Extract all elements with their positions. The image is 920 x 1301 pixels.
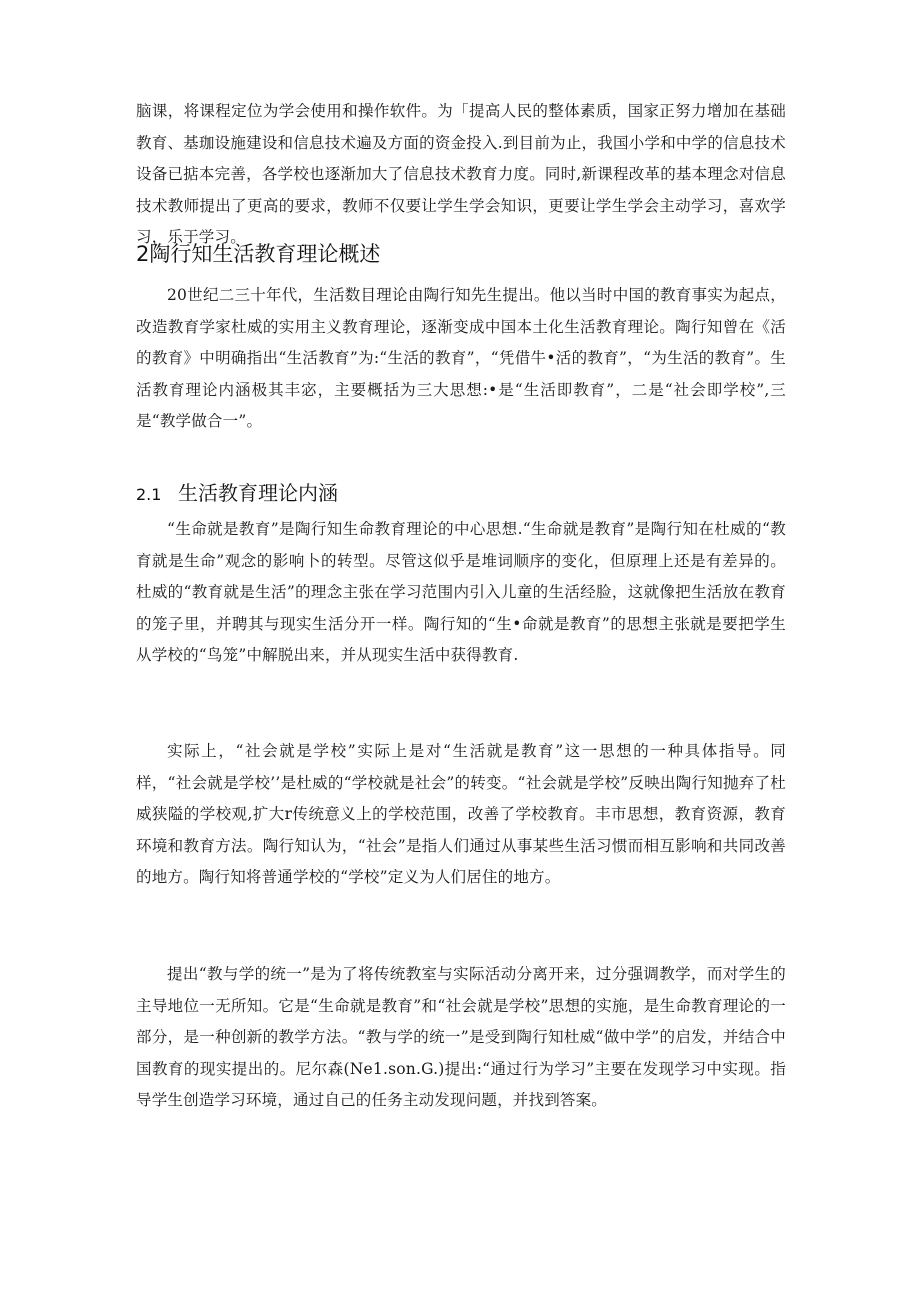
body-paragraph-society-is-school: 实际上，“社会就是学校”实际上是对“生活就是教育”这一思想的一种具体指导。同样，“社会就是学校’’是杜威的“学校就是社会”的转变。“社会就是学校”反映出陶行知抛弃了杜威狭隘的学校观,扩大r传统意义上的学校范围，改善了学校教育。丰市思想，教育资源，教育环境和教育方法。陶行知认为，“社会”是指人们通过从事某些生活习惯而相互影响和共同改善的地方。陶行知将普通学校的“学校”定义为人们居住的地方。 xyxy=(136,742,786,886)
body-paragraph-overview: 20世纪二三十年代，生活数目理论由陶行知先生提出。他以当时中国的教育事实为起点，改造教育学家杜威的实用主义教育理论，逐渐变成中国本土化生活教育理论。陶行知曾在《活的教育》中明确指出“生活教育”为:“生活的教育”，“凭借牛•活的教育”，“为生活的教育”。生活教育理论内涵极其丰宓，主要概括为三大思想:•是“生活即教育”，二是“社会即学校”,三是“教学做合一”。 xyxy=(136,286,786,430)
body-paragraph-intro: 脑课，将课程定位为学会使用和操作软件。为「提高人民的整体素质，国家正努力增加在基础教育、基珈设施建设和信息技术遍及方面的资金投入.到目前为止，我国小学和中学的信息技术设备已掂本完善，各学校也逐渐加大了信息技术教育力度。同时,新课程改革的基本理念对信息技术教师提出了更高的要求，教师不仅要让学生学会知识，更要让学生学会主动学习，喜欢学习，乐于学习。 xyxy=(136,102,786,246)
body-paragraph-teach-learn-do: 提出“教与学的统一”是为了将传统教室与实际活动分离开来，过分强调教学，而对学生的主导地位一无所知。它是“生命就是教育”和“社会就是学校”思想的实施，是生命教育理论的一部分，是一种创新的教学方法。“教与学的统一”是受到陶行知杜威“做中学”的启发，并结合中国教育的现实提出的。尼尔森(Ne1.son.G.)提出:“通过行为学习”主要在发现学习中实现。指导学生创造学习环境，通过自己的任务主动发现问题，并找到答案。 xyxy=(136,965,786,1109)
section-title: 生活教育理论内涵 xyxy=(178,481,338,505)
section-heading-2: 2陶行知生活教育理论概述 xyxy=(136,242,381,266)
section-heading-2-1 xyxy=(136,479,338,509)
section-number: 2.1 xyxy=(136,485,162,504)
body-paragraph-life-is-education: “生命就是教育”是陶行知生命教育理论的中心思想.“生命就是教育”是陶行知在杜威的“教育就是生命”观念的影响卜的转型。尽管这似乎是堆词顺序的变化，但原理上还是有差异的。杜威的“教育就是生活”的理念主张在学习范围内引入儿童的生活经脸，这就像把生活放在教育的笼子里，并聘其与现实生活分开一样。陶行知的“生•命就是教育”的思想主张就是要把学生从学校的“鸟笼”中解脱出来，并从现实生活中获得教育. xyxy=(136,520,786,664)
